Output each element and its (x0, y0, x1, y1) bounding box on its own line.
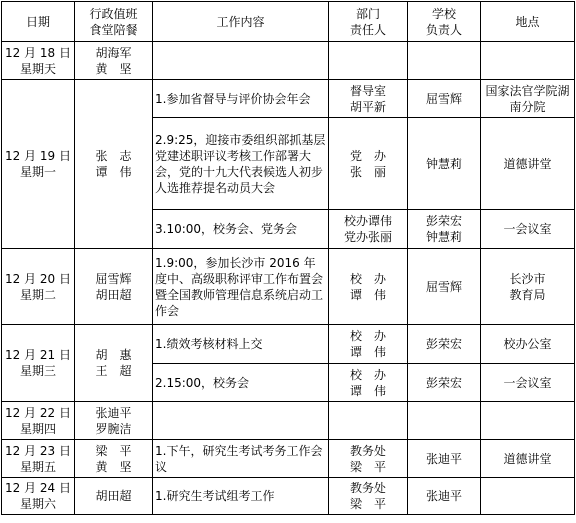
header-content: 工作内容 (153, 2, 329, 42)
host-cell: 梁 平 黄 坚 (75, 440, 153, 478)
dept-cell: 教务处 梁 平 (329, 440, 408, 478)
table-row (2, 325, 575, 364)
table-row (2, 249, 575, 325)
header-dept: 部门 责任人 (329, 2, 408, 42)
place-cell: 一会议室 (481, 210, 575, 249)
header-row (2, 2, 575, 42)
header-host: 行政值班 食堂陪餐 (75, 2, 153, 42)
date-cell: 12 月 24 日 星期六 (2, 478, 75, 515)
dept-cell (329, 42, 408, 80)
school-cell: 屈雪辉 (408, 249, 481, 325)
place-cell (481, 478, 575, 515)
table-row (2, 478, 575, 515)
school-cell (408, 402, 481, 440)
place-cell: 一会议室 (481, 364, 575, 402)
school-cell: 钟慧莉 (408, 118, 481, 210)
place-cell: 道德讲堂 (481, 118, 575, 210)
dept-cell: 校 办 谭 伟 (329, 364, 408, 402)
host-cell: 胡田超 (75, 478, 153, 515)
table-row (2, 80, 575, 118)
school-cell (408, 42, 481, 80)
content-cell: 2.15:00，校务会 (153, 364, 329, 402)
school-cell: 屈雪辉 (408, 80, 481, 118)
place-cell (481, 42, 575, 80)
place-cell (481, 402, 575, 440)
dept-cell: 党 办 张 丽 (329, 118, 408, 210)
content-cell: 1.研究生考试组考工作 (153, 478, 329, 515)
place-cell: 校办公室 (481, 325, 575, 364)
header-date: 日期 (2, 2, 75, 42)
table-row (2, 440, 575, 478)
date-cell: 12 月 21 日 星期三 (2, 325, 75, 402)
content-cell: 1.参加省督导与评价协会年会 (153, 80, 329, 118)
dept-cell: 校办谭伟 党办张丽 (329, 210, 408, 249)
school-cell: 彭荣宏 (408, 325, 481, 364)
host-cell: 胡 惠 王 超 (75, 325, 153, 402)
school-cell: 张迪平 (408, 440, 481, 478)
content-cell: 1.绩效考核材料上交 (153, 325, 329, 364)
host-cell: 胡海军 黄 坚 (75, 42, 153, 80)
date-cell: 12 月 22 日 星期四 (2, 402, 75, 440)
content-cell: 3.10:00，校务会、党务会 (153, 210, 329, 249)
host-cell: 张 志 谭 伟 (75, 80, 153, 249)
dept-cell: 校 办 谭 伟 (329, 325, 408, 364)
school-cell: 彭荣宏 (408, 364, 481, 402)
table-row (2, 402, 575, 440)
place-cell: 长沙市 教育局 (481, 249, 575, 325)
content-cell: 1.9:00，参加长沙市 2016 年度中、高级职称评审工作布置会暨全国教师管理信息系统启动工作会 (153, 249, 329, 325)
school-cell: 彭荣宏 钟慧莉 (408, 210, 481, 249)
date-cell: 12 月 23 日 星期五 (2, 440, 75, 478)
school-cell: 张迪平 (408, 478, 481, 515)
weekly-schedule-table (1, 1, 575, 515)
dept-cell: 教务处 梁 平 (329, 478, 408, 515)
dept-cell: 校 办 谭 伟 (329, 249, 408, 325)
host-cell: 屈雪辉 胡田超 (75, 249, 153, 325)
date-cell: 12 月 18 日 星期天 (2, 42, 75, 80)
place-cell: 国家法官学院湖南分院 (481, 80, 575, 118)
place-cell: 道德讲堂 (481, 440, 575, 478)
date-cell: 12 月 19 日 星期一 (2, 80, 75, 249)
content-cell: 2.9:25，迎接市委组织部抓基层党建述职评议考核工作部署大会，党的十九大代表候选人初步人选推荐提名动员大会 (153, 118, 329, 210)
date-cell: 12 月 20 日 星期二 (2, 249, 75, 325)
host-cell: 张迪平 罗腕洁 (75, 402, 153, 440)
table-row (2, 42, 575, 80)
dept-cell: 督导室 胡平新 (329, 80, 408, 118)
content-cell: 1.下午，研究生考试考务工作会议 (153, 440, 329, 478)
header-school: 学校 负责人 (408, 2, 481, 42)
content-cell (153, 402, 329, 440)
content-cell (153, 42, 329, 80)
dept-cell (329, 402, 408, 440)
header-place: 地点 (481, 2, 575, 42)
